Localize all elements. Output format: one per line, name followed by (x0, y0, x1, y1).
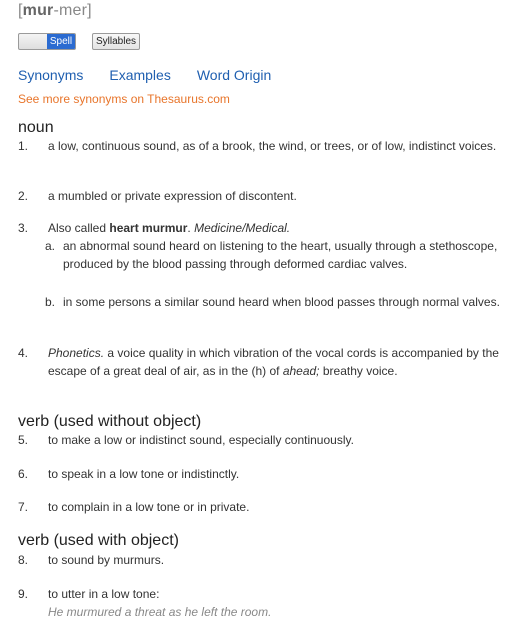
definition-5 (18, 431, 508, 449)
definition-1 (18, 137, 508, 155)
subdef-text: an abnormal sound heard on listening to the heart, usually through a stethoscope, produced by the blood passing through deformed cardiac valves. (63, 239, 498, 271)
section-tabs (18, 67, 297, 83)
def-text (48, 585, 508, 621)
def-text: to sound by murmurs. (48, 553, 165, 567)
def-field-label: Phonetics. (48, 346, 105, 360)
pronunciation (18, 2, 92, 20)
subdef-text: in some persons a similar sound heard when blood passes through normal valves. (63, 295, 500, 309)
pron-stressed-syllable: mur (22, 2, 54, 19)
tab-synonyms[interactable]: Synonyms (18, 67, 84, 83)
def-text-part: breathy voice. (319, 364, 398, 378)
def-text-part: . (187, 221, 195, 235)
def-text: a low, continuous sound, as of a brook, the wind, or trees, or of low, indistinct voices. (48, 139, 497, 153)
def-text: to speak in a low tone or indistinctly. (48, 467, 240, 481)
def-number: 9. (18, 587, 29, 601)
def-field-label: Medicine/Medical. (194, 221, 291, 235)
def-number: 7. (18, 500, 29, 514)
def-number: 2. (18, 189, 29, 203)
pron-rest: -mer] (53, 2, 92, 19)
def-text-part: to utter in a low tone: (48, 587, 160, 601)
definition-9 (18, 585, 508, 621)
definition-8 (18, 551, 508, 569)
spell-toggle[interactable] (18, 33, 76, 50)
definition-3 (18, 219, 508, 237)
pos-verb-transitive: verb (used with object) (18, 532, 179, 549)
def-number: 3. (18, 221, 29, 235)
definition-2 (18, 187, 508, 205)
def-number: 6. (18, 467, 29, 481)
definition-6 (18, 465, 508, 483)
pron-bracket-open: [ (18, 2, 23, 19)
syllables-button[interactable]: Syllables (92, 33, 140, 50)
def-number: 8. (18, 553, 29, 567)
definition-3a (45, 237, 505, 273)
spell-toggle-label: Spell (47, 34, 75, 49)
def-number: 5. (18, 433, 29, 447)
tab-word-origin[interactable]: Word Origin (196, 67, 272, 83)
def-text: to make a low or indistinct sound, especially continuously. (48, 433, 354, 447)
def-number: 1. (18, 139, 29, 153)
def-example-word: ahead; (282, 364, 320, 378)
subdef-letter: a. (45, 239, 56, 253)
pos-noun: noun (18, 119, 54, 136)
def-text: a mumbled or private expression of discontent. (48, 189, 297, 203)
pos-verb-intransitive: verb (used without object) (18, 413, 202, 430)
pronunciation-toggle (18, 33, 140, 50)
definition-3b (45, 293, 505, 311)
def-text: to complain in a low tone or in private. (48, 500, 250, 514)
def-number: 4. (18, 346, 29, 360)
subdef-letter: b. (45, 295, 56, 309)
definition-4 (18, 344, 508, 380)
def-text (48, 344, 508, 380)
tab-examples[interactable]: Examples (109, 67, 171, 83)
def-text (48, 219, 508, 237)
def-text-part: Also called (48, 221, 110, 235)
def-text-part: a voice quality in which vibration of the vocal cords is accompanied by the escape of a great deal of air, as in the (h) of (48, 346, 499, 378)
definition-7 (18, 498, 508, 516)
thesaurus-link[interactable]: See more synonyms on Thesaurus.com (18, 92, 230, 106)
usage-example: He murmured a threat as he left the room. (48, 605, 272, 619)
def-term: heart murmur (109, 221, 188, 235)
